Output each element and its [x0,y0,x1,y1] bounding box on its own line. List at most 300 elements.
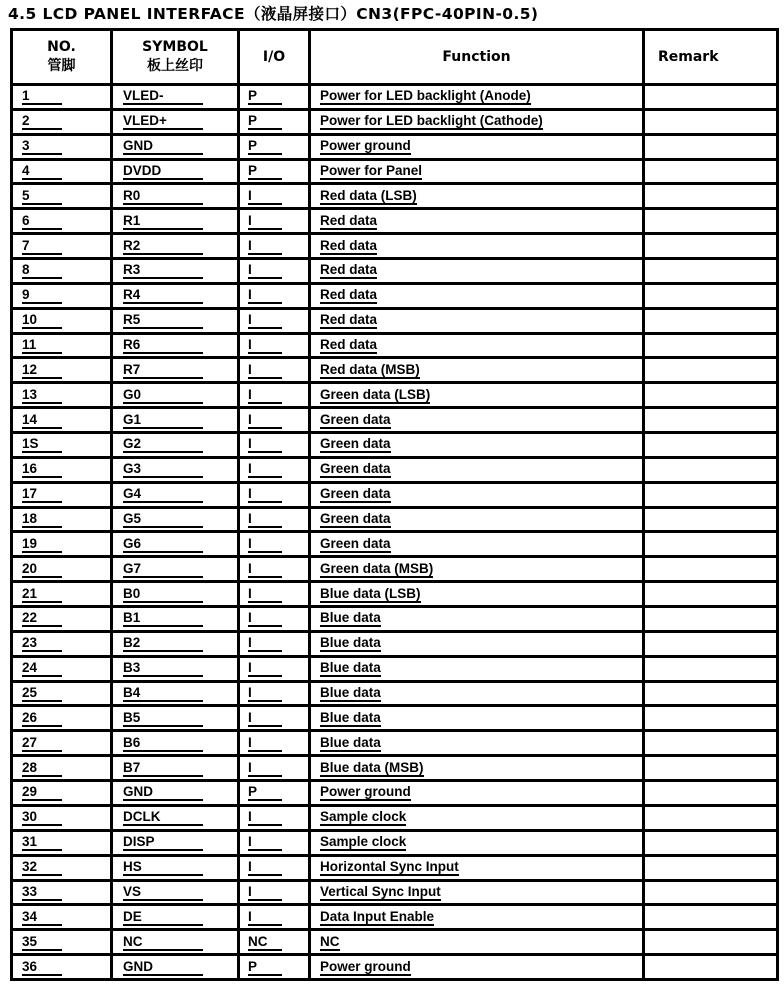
cell-function [310,283,644,308]
cell-function-text: NC [320,933,340,949]
cell-remark [644,905,778,930]
cell-io-text: I [248,511,282,528]
cell-symbol-text: DISP [123,834,203,851]
table-row [12,706,778,731]
cell-io-text: I [248,561,282,578]
cell-pin-number-text: 1 [22,88,62,105]
cell-io [239,109,310,134]
table-row [12,731,778,756]
cell-symbol [112,930,239,955]
cell-pin-number [12,134,112,159]
cell-io-text: I [248,362,282,379]
cell-symbol [112,109,239,134]
cell-io [239,259,310,284]
cell-function [310,259,644,284]
cell-function-text: Red data (MSB) [320,361,420,377]
cell-function [310,383,644,408]
cell-symbol [112,756,239,781]
cell-io [239,159,310,184]
cell-io-text: P [248,163,282,180]
cell-function [310,557,644,582]
table-row [12,656,778,681]
cell-io-text: I [248,635,282,652]
cell-function [310,656,644,681]
cell-function-text: Power for Panel [320,163,423,178]
cell-symbol-text: R0 [123,188,203,205]
cell-pin-number-text: 13 [22,387,62,404]
cell-function [310,631,644,656]
cell-io [239,756,310,781]
cell-symbol-text: G4 [123,486,203,503]
cell-io-text: I [248,213,282,230]
cell-function [310,756,644,781]
cell-pin-number [12,507,112,532]
cell-io [239,433,310,458]
cell-io-text: I [248,710,282,727]
cell-io [239,532,310,557]
cell-function [310,109,644,134]
cell-symbol-text: NC [123,934,203,951]
cell-symbol [112,656,239,681]
cell-pin-number-text: 20 [22,561,62,578]
cell-symbol-text: G1 [123,412,203,429]
cell-symbol-text: VS [123,884,203,901]
cell-pin-number [12,731,112,756]
cell-pin-number [12,333,112,358]
table-row [12,607,778,632]
table-row [12,781,778,806]
table-row [12,433,778,458]
column-header-symbol-cn: 板上丝印 [147,58,203,74]
cell-io-text: I [248,859,282,876]
cell-pin-number [12,681,112,706]
cell-pin-number [12,582,112,607]
cell-pin-number-text: 6 [22,213,62,230]
cell-function [310,184,644,209]
cell-symbol-text: R1 [123,213,203,230]
cell-io-text: P [248,113,282,130]
cell-io-text: I [248,685,282,702]
cell-function-text: Green data [320,511,391,527]
cell-io [239,383,310,408]
cell-function [310,134,644,159]
cell-pin-number [12,433,112,458]
cell-remark [644,457,778,482]
column-header-io: I/O [239,30,310,85]
cell-remark [644,482,778,507]
cell-io-text: NC [248,934,282,951]
cell-io [239,830,310,855]
cell-pin-number [12,607,112,632]
table-row [12,830,778,855]
table-row [12,532,778,557]
cell-function [310,358,644,383]
cell-io-text: I [248,412,282,429]
cell-function-text: Green data (LSB) [320,386,431,402]
cell-symbol-text: G7 [123,561,203,578]
cell-remark [644,607,778,632]
cell-function-text: Data Input Enable [320,908,435,924]
cell-symbol-text: DVDD [123,163,203,180]
table-row [12,234,778,259]
cell-remark [644,781,778,806]
cell-function-text: Green data [320,461,391,477]
cell-pin-number-text: 34 [22,909,62,926]
cell-symbol-text: B7 [123,760,203,777]
cell-symbol-text: G5 [123,511,203,528]
table-row [12,358,778,383]
cell-function-text: Green data (MSB) [320,560,434,576]
cell-symbol-text: GND [123,138,203,155]
cell-function-text: Blue data [320,685,381,701]
cell-io-text: I [248,834,282,851]
cell-remark [644,408,778,433]
cell-pin-number [12,706,112,731]
cell-pin-number [12,955,112,980]
cell-pin-number-text: 18 [22,511,62,528]
column-header-no-cn: 管脚 [47,58,76,74]
cell-symbol-text: HS [123,859,203,876]
cell-io-text: P [248,138,282,155]
cell-io-text: I [248,536,282,553]
cell-function-text: Power ground [320,958,411,974]
table-row [12,631,778,656]
cell-function-text: Vertical Sync Input [320,883,441,899]
cell-symbol [112,457,239,482]
cell-io-text: P [248,88,282,105]
cell-symbol-text: B2 [123,635,203,652]
section-title: 4.5 LCD PANEL INTERFACE（液晶屏接口）CN3(FPC-40PIN-0.5) [8,5,539,23]
cell-remark [644,955,778,980]
cell-symbol-text: B5 [123,710,203,727]
table-row [12,134,778,159]
cell-io-text: I [248,436,282,453]
cell-symbol [112,283,239,308]
cell-function-text: Power ground [320,784,411,800]
cell-remark [644,731,778,756]
cell-symbol [112,209,239,234]
cell-function-text: Green data [320,436,391,452]
cell-pin-number [12,830,112,855]
table-row [12,582,778,607]
table-row [12,805,778,830]
cell-function [310,880,644,905]
cell-remark [644,283,778,308]
cell-pin-number-text: 29 [22,784,62,801]
table-row [12,308,778,333]
cell-symbol-text: VLED- [123,88,203,105]
cell-symbol-text: G3 [123,461,203,478]
cell-pin-number-text: 19 [22,536,62,553]
cell-function [310,507,644,532]
cell-symbol [112,184,239,209]
cell-io [239,781,310,806]
cell-function-text: Red data [320,287,378,303]
cell-symbol [112,159,239,184]
table-row [12,855,778,880]
cell-pin-number-text: 25 [22,685,62,702]
cell-pin-number-text: 30 [22,809,62,826]
cell-io [239,482,310,507]
cell-pin-number [12,756,112,781]
cell-function [310,457,644,482]
table-row [12,209,778,234]
cell-io [239,905,310,930]
cell-remark [644,557,778,582]
cell-remark [644,930,778,955]
cell-pin-number-text: 32 [22,859,62,876]
cell-io [239,880,310,905]
cell-pin-number [12,184,112,209]
cell-symbol [112,333,239,358]
cell-function [310,955,644,980]
cell-remark [644,706,778,731]
cell-pin-number-text: 33 [22,884,62,901]
cell-io-text: P [248,784,282,801]
cell-pin-number-text: 17 [22,486,62,503]
cell-io [239,557,310,582]
table-row [12,557,778,582]
cell-symbol [112,259,239,284]
cell-io [239,805,310,830]
cell-function [310,209,644,234]
table-row [12,681,778,706]
cell-pin-number-text: 27 [22,735,62,752]
cell-symbol-text: B3 [123,660,203,677]
cell-pin-number-text: 35 [22,934,62,951]
cell-function-text: Power for LED backlight (Anode) [320,88,531,104]
cell-pin-number-text: 7 [22,238,62,255]
cell-remark [644,656,778,681]
cell-function [310,781,644,806]
cell-io-text: I [248,461,282,478]
cell-function-text: Green data [320,535,391,551]
cell-symbol-text: G0 [123,387,203,404]
cell-function [310,855,644,880]
cell-pin-number [12,482,112,507]
cell-symbol [112,308,239,333]
cell-remark [644,134,778,159]
cell-symbol-text: B4 [123,685,203,702]
cell-io [239,656,310,681]
cell-pin-number [12,656,112,681]
cell-io [239,631,310,656]
cell-symbol [112,905,239,930]
table-row [12,507,778,532]
cell-io [239,681,310,706]
table-row [12,955,778,980]
cell-io [239,955,310,980]
cell-function-text: Blue data [320,635,381,651]
cell-io [239,358,310,383]
cell-pin-number-text: 23 [22,635,62,652]
column-header-symbol [112,30,239,85]
cell-pin-number [12,905,112,930]
cell-pin-number-text: 21 [22,586,62,603]
cell-io-text: I [248,337,282,354]
cell-pin-number-text: 3 [22,138,62,155]
cell-symbol [112,607,239,632]
cell-function [310,681,644,706]
cell-io [239,706,310,731]
cell-function-text: Power ground [320,138,411,154]
cell-remark [644,433,778,458]
cell-remark [644,805,778,830]
pin-table-body [12,85,778,980]
cell-symbol [112,781,239,806]
cell-pin-number [12,532,112,557]
cell-remark [644,308,778,333]
table-row [12,930,778,955]
cell-symbol-text: GND [123,784,203,801]
cell-function-text: Blue data (LSB) [320,585,421,601]
cell-function-text: Green data [320,486,391,502]
cell-symbol-text: DCLK [123,809,203,826]
cell-pin-number-text: 26 [22,710,62,727]
cell-function-text: Sample clock [320,809,407,825]
cell-io [239,333,310,358]
cell-symbol-text: B0 [123,586,203,603]
cell-pin-number [12,109,112,134]
cell-pin-number-text: 28 [22,760,62,777]
cell-remark [644,234,778,259]
cell-pin-number-text: 16 [22,461,62,478]
cell-symbol [112,582,239,607]
cell-symbol [112,631,239,656]
cell-remark [644,855,778,880]
cell-io [239,607,310,632]
cell-function-text: Blue data [320,709,381,725]
cell-function [310,706,644,731]
cell-symbol [112,706,239,731]
table-header-row [12,30,778,85]
cell-io [239,184,310,209]
cell-pin-number-text: 31 [22,834,62,851]
cell-pin-number-text: 36 [22,959,62,976]
cell-io-text: P [248,959,282,976]
cell-symbol [112,532,239,557]
table-row [12,85,778,110]
cell-function-text: Sample clock [320,834,407,850]
cell-pin-number [12,308,112,333]
table-row [12,283,778,308]
table-row [12,880,778,905]
cell-function [310,159,644,184]
cell-symbol [112,134,239,159]
cell-pin-number [12,631,112,656]
table-row [12,184,778,209]
cell-remark [644,756,778,781]
cell-pin-number-text: 14 [22,412,62,429]
cell-symbol-text: B1 [123,610,203,627]
table-row [12,756,778,781]
cell-symbol [112,234,239,259]
cell-pin-number [12,457,112,482]
cell-function-text: Blue data [320,660,381,676]
cell-pin-number [12,283,112,308]
cell-remark [644,358,778,383]
cell-function-text: Power for LED backlight (Cathode) [320,113,543,129]
cell-pin-number [12,358,112,383]
cell-pin-number-text: 4 [22,163,62,180]
cell-symbol [112,830,239,855]
cell-symbol [112,681,239,706]
cell-pin-number-text: 5 [22,188,62,205]
cell-function-text: Red data [320,212,378,228]
table-row [12,259,778,284]
cell-io-text: I [248,760,282,777]
cell-pin-number-text: 2 [22,113,62,130]
cell-pin-number [12,880,112,905]
cell-symbol-text: G2 [123,436,203,453]
table-row [12,905,778,930]
cell-io [239,408,310,433]
cell-pin-number [12,383,112,408]
column-header-no [12,30,112,85]
cell-pin-number-text: 1S [22,436,62,453]
cell-function [310,234,644,259]
cell-pin-number [12,259,112,284]
cell-function [310,805,644,830]
cell-io-text: I [248,188,282,205]
cell-function [310,333,644,358]
cell-symbol-text: GND [123,959,203,976]
cell-function-text: Red data [320,237,378,253]
cell-function [310,607,644,632]
table-row [12,408,778,433]
cell-symbol-text: B6 [123,735,203,752]
cell-pin-number [12,781,112,806]
cell-pin-number [12,805,112,830]
cell-symbol [112,855,239,880]
cell-symbol-text: G6 [123,536,203,553]
cell-remark [644,582,778,607]
cell-io [239,85,310,110]
cell-symbol [112,507,239,532]
cell-symbol [112,433,239,458]
cell-io [239,209,310,234]
cell-function [310,85,644,110]
cell-io-text: I [248,809,282,826]
cell-pin-number-text: 12 [22,362,62,379]
cell-symbol [112,731,239,756]
cell-symbol-text: R2 [123,238,203,255]
cell-io-text: I [248,486,282,503]
cell-remark [644,333,778,358]
cell-remark [644,209,778,234]
cell-function [310,433,644,458]
cell-function-text: Blue data (MSB) [320,759,424,775]
cell-pin-number [12,234,112,259]
cell-io [239,234,310,259]
cell-io-text: I [248,586,282,603]
cell-io-text: I [248,238,282,255]
cell-remark [644,109,778,134]
cell-io-text: I [248,262,282,279]
cell-remark [644,159,778,184]
cell-io [239,308,310,333]
cell-symbol [112,408,239,433]
cell-io-text: I [248,312,282,329]
cell-function-text: Horizontal Sync Input [320,859,459,875]
cell-symbol [112,358,239,383]
cell-pin-number [12,209,112,234]
cell-io [239,855,310,880]
cell-remark [644,85,778,110]
cell-symbol [112,482,239,507]
cell-pin-number-text: 10 [22,312,62,329]
cell-function [310,532,644,557]
